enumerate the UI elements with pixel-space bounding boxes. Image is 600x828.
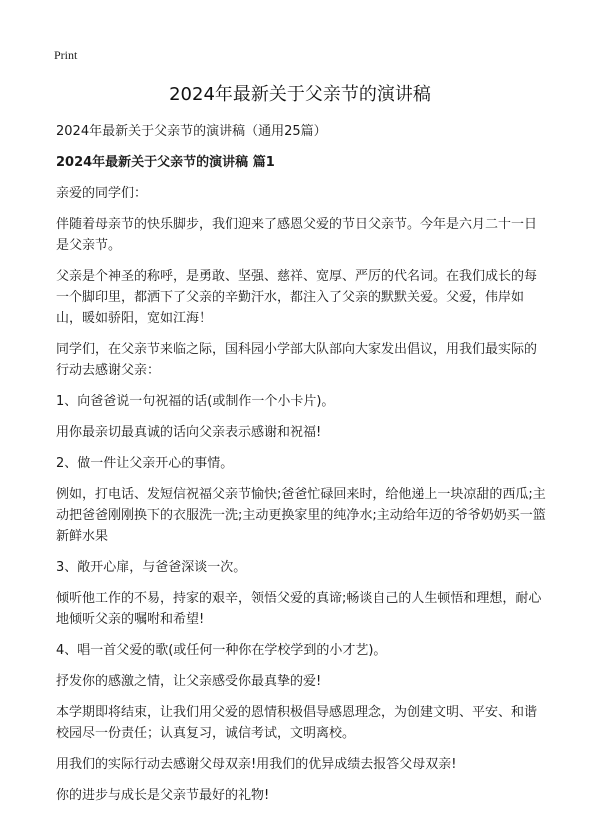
paragraph: 例如，打电话、发短信祝福父亲节愉快;爸爸忙碌回来时，给他递上一块凉甜的西瓜;主动把爸爸刚刚换下的衣服洗一洗;主动更换家里的纯净水;主动给年迈的爷爷奶奶买一篮新鲜水果 — [56, 487, 546, 544]
paragraph: 用你最亲切最真诚的话向父亲表示感谢和祝福! — [56, 425, 322, 440]
page-title: 2024年最新关于父亲节的演讲稿 — [169, 84, 431, 105]
subtitle: 2024年最新关于父亲节的演讲稿（通用25篇） — [56, 124, 327, 139]
paragraph: 用我们的实际行动去感谢父母双亲!用我们的优异成绩去报答父母双亲! — [56, 757, 457, 772]
print-label[interactable]: Print — [54, 48, 78, 62]
list-item-heading: 3、敞开心扉，与爸爸深谈一次。 — [56, 560, 247, 575]
list-item-heading: 1、向爸爸说一句祝福的话(或制作一个小卡片)。 — [56, 394, 335, 409]
list-item-heading: 4、唱一首父爱的歌(或任何一种你在学校学到的小才艺)。 — [56, 643, 387, 658]
paragraph-greeting: 亲爱的同学们： — [56, 186, 148, 201]
paragraph: 本学期即将结束，让我们用父爱的恩情积极倡导感恩理念，为创建文明、平安、和谐校园尽一份责任；认真复习，诚信考试，文明离校。 — [56, 705, 538, 741]
paragraph: 父亲是个神圣的称呼，是勇敢、坚强、慈祥、宽厚、严厉的代名词。在我们成长的每一个脚印里，都洒下了父亲的辛勤汗水，都注入了父亲的默默关爱。父爱，伟岸如山，暖如骄阳，宽如江海！ — [56, 269, 538, 326]
article-body — [56, 121, 548, 816]
paragraph: 倾听他工作的不易，持家的艰辛，领悟父爱的真谛;畅谈自己的人生顿悟和理想，耐心地倾听父亲的嘱咐和希望! — [56, 591, 542, 627]
list-item-heading: 2、做一件让父亲开心的事情。 — [56, 456, 234, 471]
section-heading: 2024年最新关于父亲节的演讲稿 篇1 — [56, 155, 275, 170]
paragraph: 抒发你的感激之情，让父亲感受你最真挚的爱! — [56, 674, 322, 689]
paragraph: 同学们，在父亲节来临之际，国科园小学部大队部向大家发出倡议，用我们最实际的行动去感谢父亲： — [56, 342, 538, 378]
paragraph: 伴随着母亲节的快乐脚步，我们迎来了感恩父爱的节日父亲节。今年是六月二十一日是父亲节。 — [56, 217, 538, 253]
paragraph-closing: 你的进步与成长是父亲节最好的礼物! — [56, 788, 270, 803]
